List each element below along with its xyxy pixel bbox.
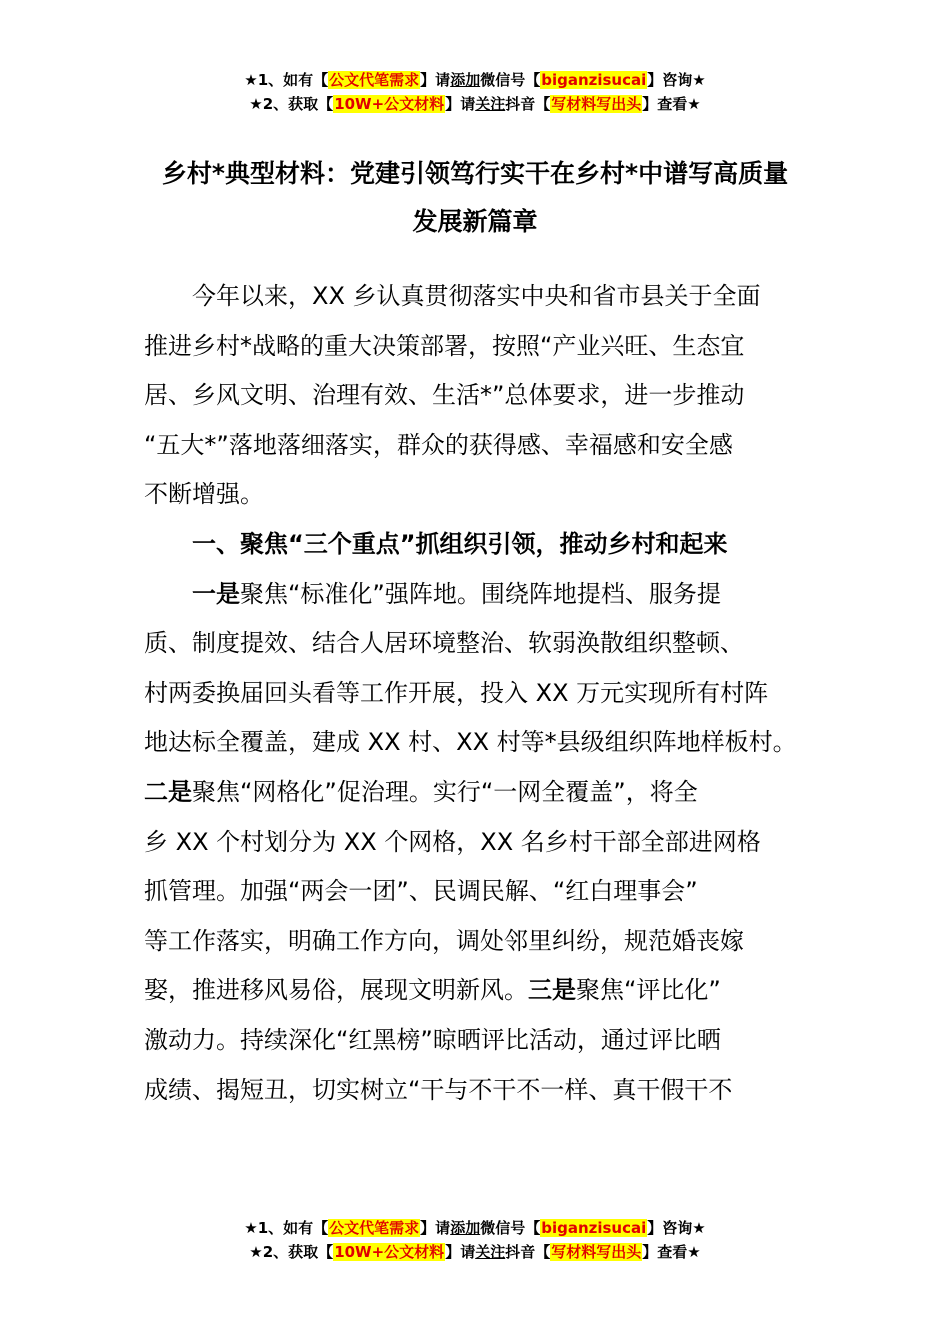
banner-highlight: 10W+公文材料 xyxy=(334,95,445,113)
text-line: 激动力。持续深化“红黑榜”晾晒评比活动，通过评比晒 xyxy=(144,1025,721,1054)
banner-underline: 关注 xyxy=(475,1243,506,1261)
text-line: 质、制度提效、结合人居环境整治、软弱涣散组织整顿、 xyxy=(144,629,744,658)
text-line: 成绩、揭短丑，切实树立“干与不干不一样、真干假干不 xyxy=(144,1075,733,1104)
text-line: 等工作落实，明确工作方向，调处邻里纠纷，规范婚丧嫁 xyxy=(144,926,744,955)
section-heading: 一、聚焦“三个重点”抓组织引领，推动乡村和起来 xyxy=(192,529,728,558)
banner-text: ★2、获取【 xyxy=(249,1243,334,1261)
text-line xyxy=(144,570,824,620)
banner-wechat-id: biganzisucai xyxy=(541,71,647,89)
text-line xyxy=(144,966,824,1016)
banner-text: ★1、如有【 xyxy=(244,1219,329,1237)
bottom-banner xyxy=(0,1216,950,1264)
document-body xyxy=(144,272,824,1115)
banner-line-2 xyxy=(0,92,950,116)
text-line: 今年以来，XX 乡认真贯彻落实中央和省市县关于全面 xyxy=(192,282,761,310)
text-line: 推进乡村*战略的重大决策部署，按照“产业兴旺、生态宜 xyxy=(144,331,745,360)
banner-highlight: 10W+公文材料 xyxy=(334,1243,445,1261)
text-line: 村两委换届回头看等工作开展，投入 XX 万元实现所有村阵 xyxy=(144,678,769,707)
banner-text: 】请 xyxy=(445,1243,476,1261)
banner-text: ★1、如有【 xyxy=(244,71,329,89)
banner-line-1 xyxy=(0,68,950,92)
banner-douyin-id: 写材料写出头 xyxy=(551,95,642,113)
banner-text: 】请 xyxy=(420,1219,451,1237)
document-title xyxy=(130,150,820,246)
banner-highlight: 公文代笔需求 xyxy=(329,71,420,89)
title-line: 发展新篇章 xyxy=(412,207,538,236)
banner-text: 微信号【 xyxy=(480,71,541,89)
banner-underline: 关注 xyxy=(475,95,506,113)
text-line xyxy=(144,768,824,818)
text-line: 居、乡风文明、治理有效、生活*”总体要求，进一步推动 xyxy=(144,381,745,410)
top-banner xyxy=(0,68,950,116)
banner-text: 】查看★ xyxy=(642,1243,701,1261)
text-fragment: 聚焦“标准化”强阵地。围绕阵地提档、服务提 xyxy=(240,579,721,608)
text-fragment: 娶，推进移风易俗，展现文明新风。 xyxy=(144,976,528,1005)
text-fragment: 聚焦“网格化”促治理。实行“一网全覆盖”，将全 xyxy=(192,777,698,806)
banner-line-2 xyxy=(0,1240,950,1264)
banner-underline: 添加 xyxy=(450,1219,481,1237)
banner-text: 抖音【 xyxy=(505,1243,551,1261)
section-paragraph xyxy=(144,570,824,1116)
text-line: 乡 XX 个村划分为 XX 个网格，XX 名乡村干部全部进网格 xyxy=(144,827,761,856)
banner-text: ★2、获取【 xyxy=(249,95,334,113)
banner-text: 】请 xyxy=(445,95,476,113)
item-lead: 一是 xyxy=(192,579,240,608)
banner-text: 微信号【 xyxy=(480,1219,541,1237)
banner-text: 】查看★ xyxy=(642,95,701,113)
banner-text: 】咨询★ xyxy=(647,71,706,89)
text-line: 抓管理。加强“两会一团”、民调民解、“红白理事会” xyxy=(144,877,698,906)
banner-wechat-id: biganzisucai xyxy=(541,1219,647,1237)
title-line: 乡村*典型材料：党建引领笃行实干在乡村*中谱写高质量 xyxy=(161,159,789,188)
banner-highlight: 公文代笔需求 xyxy=(329,1219,420,1237)
banner-text: 】咨询★ xyxy=(647,1219,706,1237)
item-lead: 二是 xyxy=(144,777,192,806)
item-lead: 三是 xyxy=(528,976,576,1005)
banner-douyin-id: 写材料写出头 xyxy=(551,1243,642,1261)
text-line: “五大*”落地落细落实，群众的获得感、幸福感和安全感 xyxy=(144,430,733,459)
text-fragment: 聚焦“评比化” xyxy=(576,976,721,1005)
banner-underline: 添加 xyxy=(450,71,481,89)
intro-paragraph xyxy=(144,272,824,520)
banner-line-1 xyxy=(0,1216,950,1240)
text-line: 不断增强。 xyxy=(144,480,264,509)
banner-text: 】请 xyxy=(420,71,451,89)
banner-text: 抖音【 xyxy=(505,95,551,113)
text-line: 地达标全覆盖，建成 XX 村、XX 村等*县级组织阵地样板村。 xyxy=(144,728,797,757)
